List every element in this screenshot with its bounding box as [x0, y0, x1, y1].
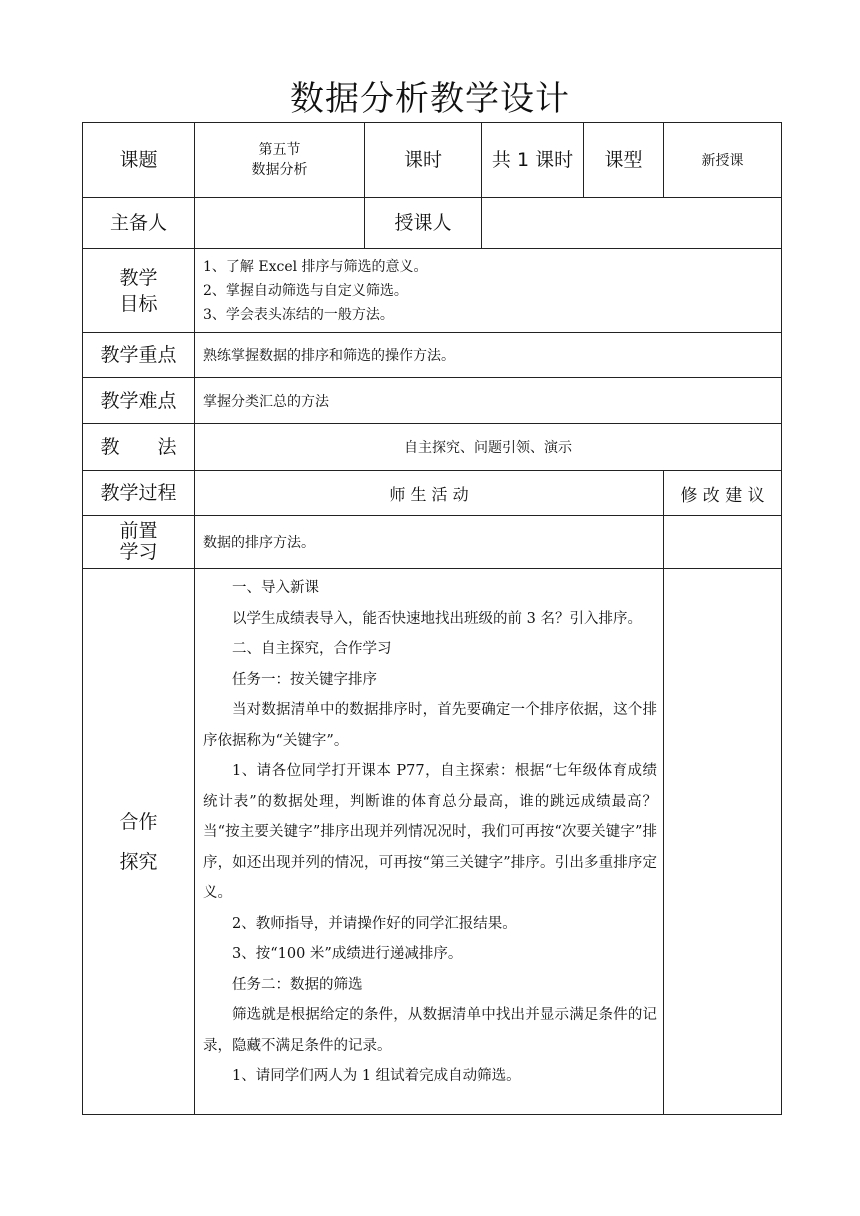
- activity-header: 师 生 活 动: [195, 471, 664, 516]
- goals-label-line2: 目标: [119, 292, 158, 315]
- cooperation-content: [195, 569, 664, 1115]
- goals-label: [83, 249, 195, 333]
- paragraph: 以学生成绩表导入，能否快速地找出班级的前 3 名？引入排序。: [232, 610, 642, 627]
- cooperation-row: [83, 569, 782, 1115]
- paragraph: 3、按“100 米”成绩进行递减排序。: [232, 946, 463, 962]
- lesson-plan-table: [82, 122, 782, 1115]
- topic-value-line2: 数据分析: [251, 162, 308, 178]
- methods-row: [83, 424, 782, 471]
- preview-label-line2: 学习: [119, 541, 158, 563]
- paragraph: 筛选就是根据给定的条件，从数据清单中找出并显示满足条件的记录，隐藏不满足条件的记录。: [203, 1007, 657, 1054]
- paragraph: 二、自主探究，合作学习: [232, 641, 392, 657]
- key-points-value: 熟练掌握数据的排序和筛选的操作方法。: [195, 333, 782, 378]
- topic-value: [195, 123, 365, 198]
- type-value: 新授课: [664, 123, 782, 198]
- preview-label-line1: 前置: [119, 520, 158, 542]
- suggestion-header: 修 改 建 议: [664, 471, 782, 516]
- preparer-row: [83, 198, 782, 249]
- paragraph: 2、教师指导，并请操作好的同学汇报结果。: [232, 915, 517, 932]
- preparer-value: [195, 198, 365, 249]
- process-header-row: [83, 471, 782, 516]
- process-label: 教学过程: [83, 471, 195, 516]
- preparer-label: 主备人: [83, 198, 195, 249]
- lecturer-value: [482, 198, 782, 249]
- topic-label: 课题: [83, 123, 195, 198]
- lecturer-label: 授课人: [365, 198, 482, 249]
- type-label: 课型: [584, 123, 664, 198]
- preview-value: 数据的排序方法。: [195, 516, 664, 569]
- goals-row: [83, 249, 782, 333]
- cooperation-label-line1: 合作: [119, 810, 158, 833]
- cooperation-label-line2: 探究: [119, 850, 158, 873]
- period-label: 课时: [365, 123, 482, 198]
- paragraph: 1、请各位同学打开课本 P77，自主探索：根据“七年级体育成绩统计表”的数据处理，判断谁的体育总分最高，谁的跳远成绩最高？当“按主要关键字”排序出现并列情况况时，我们可再按“次要关键字”排序，如还出现并列的情况，可再按“第三关键字”排序。引出多重排序定义。: [203, 763, 657, 901]
- preview-suggestion: [664, 516, 782, 569]
- key-points-label: 教学重点: [83, 333, 195, 378]
- cooperation-label: [83, 569, 195, 1115]
- preview-row: [83, 516, 782, 569]
- difficulties-value: 掌握分类汇总的方法: [195, 378, 782, 424]
- goals-list: [195, 249, 782, 333]
- paragraph: 任务二：数据的筛选: [232, 976, 363, 993]
- paragraph: 当对数据清单中的数据排序时，首先要确定一个排序依据，这个排序依据称为“关键字”。: [203, 702, 657, 749]
- goal-item: 3、学会表头冻结的一般方法。: [203, 307, 394, 323]
- key-points-row: [83, 333, 782, 378]
- paragraph: 1、请同学们两人为 1 组试着完成自动筛选。: [232, 1068, 521, 1084]
- preview-label: [83, 516, 195, 569]
- period-value: 共 1 课时: [482, 123, 584, 198]
- difficulties-row: [83, 378, 782, 424]
- goals-label-line1: 教学: [119, 266, 158, 289]
- difficulties-label: 教学难点: [83, 378, 195, 424]
- cooperation-suggestion: [664, 569, 782, 1115]
- methods-value: 自主探究、问题引领、演示: [195, 424, 782, 471]
- header-row: [83, 123, 782, 198]
- paragraph: 任务一：按关键字排序: [232, 671, 377, 688]
- methods-label: 教 法: [83, 424, 195, 471]
- goal-item: 1、了解 Excel 排序与筛选的意义。: [203, 259, 428, 275]
- paragraph: 一、导入新课: [232, 580, 319, 596]
- goal-item: 2、掌握自动筛选与自定义筛选。: [203, 283, 408, 299]
- page-title: 数据分析教学设计: [290, 79, 570, 119]
- topic-value-line1: 第五节: [258, 142, 301, 158]
